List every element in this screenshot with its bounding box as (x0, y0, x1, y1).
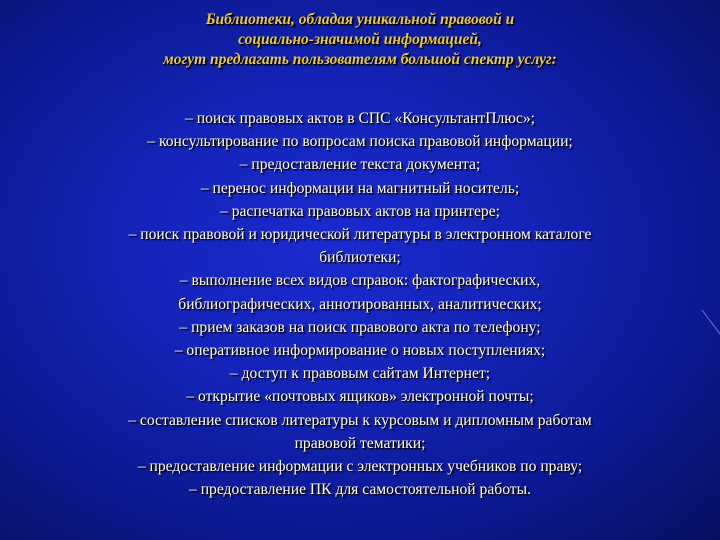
list-item: – предоставление ПК для самостоятельной работы. (189, 481, 531, 499)
list-item: – перенос информации на магнитный носитель; (200, 179, 520, 197)
list-item: – предоставление информации с электронных учебников по праву; (137, 458, 583, 476)
services-list (0, 107, 720, 501)
list-item: – поиск правовой и юридической литературы в электронном каталоге (128, 226, 592, 244)
list-item: – поиск правовых актов в СПС «КонсультантПлюс»; (185, 110, 535, 127)
slide-title (0, 10, 720, 70)
list-item: – доступ к правовым сайтам Интернет; (229, 365, 491, 383)
list-item: – оперативное информирование о новых поступлениях; (174, 342, 546, 360)
list-item: – прием заказов на поиск правового акта по телефону; (179, 318, 541, 336)
title-line: социально-значимой информацией, (238, 31, 482, 48)
list-item: библиографических, аннотированных, аналитических; (178, 295, 542, 313)
title-line: Библиотеки, обладая уникальной правовой и (205, 11, 515, 28)
list-item: библиотеки; (319, 249, 401, 267)
list-item: правовой тематики; (294, 434, 426, 452)
list-item: – консультирование по вопросам поиска правовой информации; (147, 133, 573, 151)
list-item: – выполнение всех видов справок: фактографических, (179, 272, 541, 290)
list-item: – составление списков литературы к курсовым и дипломным работам (128, 411, 592, 429)
list-item: – открытие «почтовых ящиков» электронной почты; (186, 388, 534, 406)
list-item: – распечатка правовых актов на принтере; (220, 202, 500, 220)
decorative-line (700, 300, 720, 360)
title-line: могут предлагать пользователям большой спектр услуг: (163, 51, 557, 68)
list-item: – предоставление текста документа; (239, 156, 481, 174)
